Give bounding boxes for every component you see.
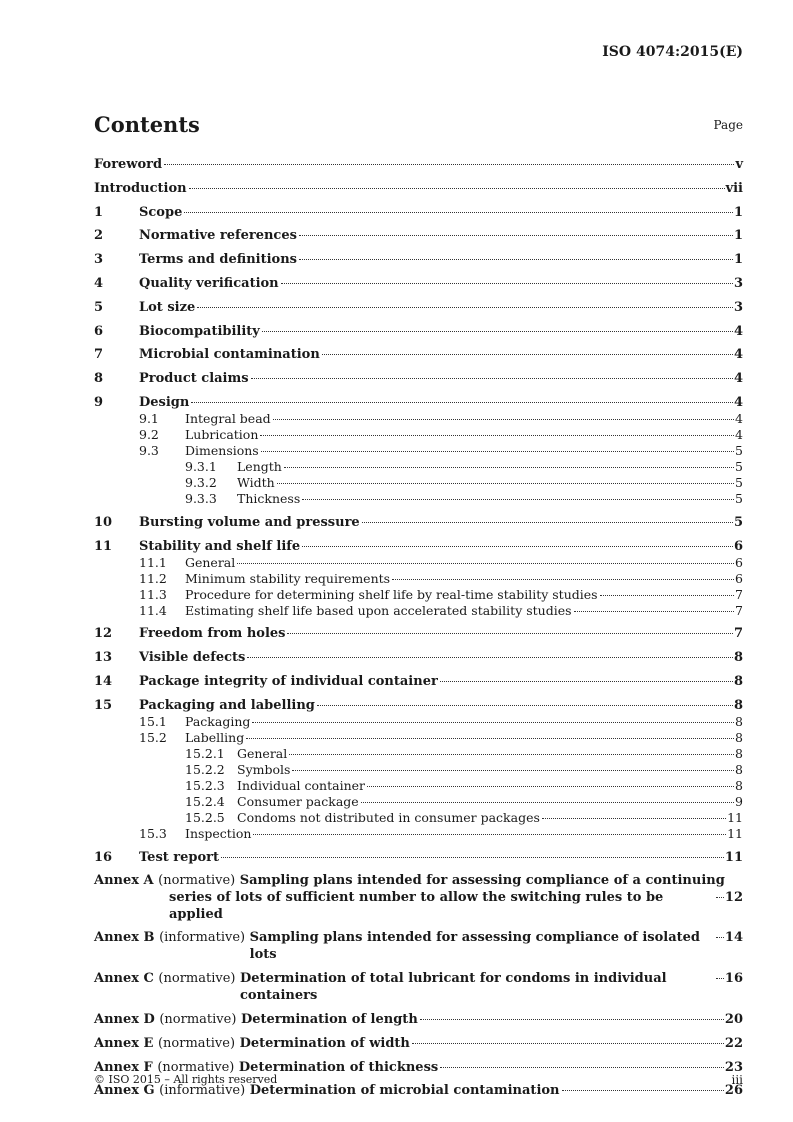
toc-entry-number: 15.1 — [139, 713, 167, 729]
annex-label: Annex G — [94, 1083, 155, 1099]
toc-entry-number: 9.3 — [139, 442, 159, 458]
dot-leader — [299, 259, 733, 260]
toc-entry[interactable] — [94, 538, 743, 555]
toc-entry-number: 15.3 — [139, 825, 167, 841]
toc-entry-number: 15.2 — [139, 729, 167, 745]
toc-entry-title: Individual container — [237, 777, 365, 793]
toc-entry-title: Symbols — [237, 761, 291, 777]
toc-entry[interactable] — [94, 323, 743, 340]
dot-leader — [252, 722, 734, 723]
toc-entry[interactable] — [94, 459, 743, 475]
dot-leader — [284, 467, 734, 468]
toc-entry-page: 7 — [733, 626, 743, 642]
toc-entry-page: 4 — [735, 426, 743, 442]
toc-entry-page: 7 — [735, 586, 743, 602]
toc-entry[interactable] — [94, 443, 743, 459]
toc-entry-page: 5 — [733, 514, 743, 530]
annex-label: Annex A — [94, 872, 154, 888]
toc-entry[interactable] — [94, 514, 743, 531]
toc-entry-title: Bursting volume and pressure — [139, 514, 360, 530]
annex-kind: (normative) — [158, 971, 236, 987]
dot-leader — [574, 611, 735, 612]
annex-entry[interactable] — [94, 872, 743, 923]
dot-leader — [221, 857, 724, 858]
toc-entry-number: 14 — [94, 673, 113, 689]
toc-entry-title: Thickness — [237, 490, 301, 506]
annex-title: Sampling plans intended for assessing compliance of a continuing — [239, 872, 725, 888]
toc-entry-title: Estimating shelf life based upon accelerated stability studies — [185, 602, 572, 618]
toc-entry-number: 13 — [94, 650, 113, 666]
toc-entry-title: Procedure for determining shelf life by real-time stability studies — [185, 586, 598, 602]
dot-leader — [716, 897, 724, 898]
toc-entry-number: 11.1 — [139, 554, 167, 570]
toc-entry-page: 3 — [733, 275, 743, 291]
toc-entry-title: Quality verification — [139, 275, 279, 291]
toc-entry-title: General — [237, 745, 288, 761]
toc-entry-page: 1 — [733, 228, 743, 244]
toc-entry-title: Normative references — [139, 228, 297, 244]
page-column-label: Page — [713, 118, 743, 132]
toc-entry-page: 11 — [727, 809, 743, 825]
toc-entry[interactable] — [94, 555, 743, 571]
dot-leader — [420, 1019, 724, 1020]
dot-leader — [262, 331, 733, 332]
toc-entry-title: Width — [237, 474, 275, 490]
toc-entry-page: 5 — [735, 474, 743, 490]
toc-entry[interactable] — [94, 826, 743, 842]
toc-entry[interactable] — [94, 491, 743, 507]
toc-entry-page: 8 — [733, 697, 743, 713]
toc-entry[interactable] — [94, 673, 743, 690]
toc-entry-page: 6 — [733, 538, 743, 554]
page-title: Contents — [94, 112, 200, 137]
annex-page: 23 — [724, 1059, 743, 1075]
toc-entry-title: Dimensions — [185, 442, 259, 458]
toc-entry-number: 11.2 — [139, 570, 167, 586]
annex-title: Determination of microbial contamination — [249, 1083, 560, 1099]
dot-leader — [440, 1067, 724, 1068]
toc-entry-number: 6 — [94, 323, 104, 339]
annex-label: Annex B — [94, 930, 155, 946]
toc-entry-title: Terms and definitions — [139, 252, 297, 268]
dot-leader — [302, 546, 733, 547]
annex-title: series of lots of sufficient number to allow the switching rules to be applied — [169, 889, 664, 922]
toc-entry-page: 4 — [733, 347, 743, 363]
toc-entry-title: Biocompatibility — [139, 323, 260, 339]
toc-entry-number: 3 — [94, 252, 104, 268]
annex-entry[interactable] — [94, 970, 743, 1004]
toc-entry-number: 15.2.3 — [185, 777, 225, 793]
dot-leader — [253, 834, 726, 835]
toc-entry[interactable] — [94, 251, 743, 268]
toc-entry-number: 12 — [94, 626, 113, 642]
dot-leader — [362, 522, 733, 523]
annex-kind: (normative) — [157, 1059, 235, 1075]
dot-leader — [281, 283, 733, 284]
toc-entry-title: Minimum stability requirements — [185, 570, 391, 586]
toc-entry[interactable] — [94, 587, 743, 603]
toc-entry-page: 7 — [735, 602, 743, 618]
annex-title: Determination of thickness — [238, 1059, 439, 1075]
toc-entry[interactable] — [94, 746, 743, 762]
toc-entry[interactable] — [94, 204, 743, 221]
toc-entry-number: 9.2 — [139, 426, 159, 442]
dot-leader — [600, 595, 734, 596]
toc-entry[interactable] — [94, 275, 743, 292]
annex-title: Determination of width — [239, 1035, 410, 1051]
annex-label: Annex F — [94, 1059, 153, 1075]
page-number: iii — [731, 1073, 743, 1087]
annex-page: 16 — [724, 971, 743, 987]
toc-entry-page: vii — [725, 180, 743, 196]
dot-leader — [440, 681, 733, 682]
dot-leader — [716, 937, 724, 938]
dot-leader — [260, 435, 734, 436]
toc-entry-number: 9.3.1 — [185, 458, 217, 474]
dot-leader — [251, 378, 733, 379]
dot-leader — [367, 786, 734, 787]
dot-leader — [261, 451, 734, 452]
toc-entry-number: 15.2.4 — [185, 793, 225, 809]
toc-entry-page: 4 — [733, 323, 743, 339]
toc-entry[interactable] — [94, 346, 743, 363]
toc-entry[interactable] — [94, 394, 743, 411]
toc-entry-number: 7 — [94, 347, 104, 363]
toc-entry-page: 5 — [735, 442, 743, 458]
toc-entry-page: 8 — [735, 777, 743, 793]
toc-entry-page: v — [735, 157, 743, 172]
toc-entry-number: 9.1 — [139, 410, 159, 426]
annex-page: 22 — [724, 1035, 743, 1051]
toc-entry[interactable] — [94, 571, 743, 587]
annex-kind: (informative) — [159, 1083, 246, 1099]
toc-entry-title: Package integrity of individual container — [139, 673, 438, 689]
toc-entry-title: Stability and shelf life — [139, 538, 301, 554]
annex-kind: (normative) — [157, 1035, 236, 1051]
annex-label: Annex C — [94, 971, 154, 987]
toc-entry-page: 6 — [735, 554, 743, 570]
toc-entry-page: 6 — [735, 570, 743, 586]
annex-entry[interactable] — [94, 929, 743, 963]
toc-entry[interactable] — [94, 849, 743, 866]
toc-entry-number: 5 — [94, 299, 104, 315]
toc-entry-number: 15 — [94, 697, 113, 713]
document-code: ISO 4074:2015(E) — [602, 44, 743, 60]
dot-leader — [317, 705, 733, 706]
dot-leader — [191, 402, 733, 403]
dot-leader — [164, 164, 734, 165]
dot-leader — [299, 235, 733, 236]
toc-entry[interactable] — [94, 810, 743, 826]
dot-leader — [562, 1090, 724, 1091]
toc-entry-number: 9.3.2 — [185, 474, 217, 490]
toc-entry-number: 16 — [94, 849, 113, 865]
toc-entry-page: 1 — [733, 252, 743, 268]
toc-entry-page: 4 — [733, 371, 743, 387]
toc-entry[interactable] — [94, 649, 743, 666]
toc-entry-page: 4 — [735, 410, 743, 426]
annex-kind: (informative) — [159, 930, 246, 946]
toc-entry-title: Consumer package — [237, 793, 359, 809]
toc-entry-title: Microbial contamination — [139, 347, 320, 363]
toc-entry[interactable] — [94, 762, 743, 778]
toc-entry-page: 11 — [724, 849, 743, 865]
toc-entry-number: 15.2.1 — [185, 745, 225, 761]
toc-entry[interactable] — [94, 714, 743, 730]
dot-leader — [246, 738, 734, 739]
annex-entry[interactable] — [94, 1011, 743, 1028]
dot-leader — [412, 1043, 724, 1044]
annex-title: Sampling plans intended for assessing compliance of isolated lots — [249, 930, 701, 963]
toc-entry[interactable] — [94, 794, 743, 810]
dot-leader — [361, 802, 734, 803]
toc-entry-page: 5 — [735, 490, 743, 506]
toc-entry-title: Design — [139, 394, 190, 410]
toc-entry-number: 10 — [94, 514, 113, 530]
toc-entry-page: 8 — [735, 745, 743, 761]
toc-entry-title: Integral bead — [185, 410, 271, 426]
annex-label: Annex E — [94, 1035, 154, 1051]
toc-entry-number: 11 — [94, 538, 113, 554]
annex-title: Determination of length — [240, 1011, 418, 1027]
dot-leader — [189, 188, 725, 189]
toc-entry[interactable] — [94, 625, 743, 642]
toc-entry-number: 4 — [94, 275, 104, 291]
annex-entry[interactable] — [94, 1035, 743, 1052]
toc-entry-page: 8 — [735, 761, 743, 777]
toc-entry-title: Product claims — [139, 371, 249, 387]
toc-entry[interactable] — [94, 697, 743, 714]
dot-leader — [247, 657, 733, 658]
toc-entry-number: 15.2.2 — [185, 761, 225, 777]
toc-entry[interactable] — [94, 427, 743, 443]
dot-leader — [237, 563, 734, 564]
toc-entry[interactable] — [94, 299, 743, 316]
toc-entry[interactable] — [94, 475, 743, 491]
toc-entry-page: 11 — [727, 825, 743, 841]
toc-entry-page: 3 — [733, 299, 743, 315]
toc-entry-number: 9 — [94, 394, 104, 410]
annex-title: Determination of total lubricant for condoms in individual containers — [240, 971, 667, 1004]
toc-entry-title: Length — [237, 458, 282, 474]
toc-entry-page: 5 — [735, 458, 743, 474]
table-of-contents — [94, 156, 743, 1106]
copyright-notice: © ISO 2015 – All rights reserved — [94, 1073, 278, 1086]
dot-leader — [322, 354, 733, 355]
toc-entry-page: 8 — [733, 650, 743, 666]
toc-entry-title: Inspection — [185, 825, 252, 841]
toc-entry-title: Labelling — [185, 729, 245, 745]
toc-entry-number: 2 — [94, 228, 104, 244]
toc-entry-title: Lot size — [139, 299, 196, 315]
toc-entry-title: Visible defects — [139, 650, 246, 666]
toc-entry-title: Test report — [139, 849, 220, 865]
annex-label: Annex D — [94, 1011, 155, 1027]
toc-entry[interactable] — [94, 227, 743, 244]
toc-entry[interactable] — [94, 370, 743, 387]
toc-entry-title: Introduction — [94, 180, 187, 196]
toc-entry-page: 4 — [733, 394, 743, 410]
annex-page: 20 — [724, 1011, 743, 1027]
dot-leader — [287, 633, 732, 634]
dot-leader — [716, 978, 724, 979]
annex-page: 14 — [724, 930, 743, 946]
annex-page: 26 — [724, 1083, 743, 1099]
toc-entry-title: Foreword — [94, 157, 163, 172]
dot-leader — [197, 307, 733, 308]
toc-entry-number: 15.2.5 — [185, 809, 225, 825]
toc-entry-page: 8 — [735, 729, 743, 745]
dot-leader — [277, 483, 734, 484]
dot-leader — [292, 770, 734, 771]
toc-entry[interactable] — [94, 156, 743, 173]
toc-entry-page: 1 — [733, 204, 743, 220]
toc-entry[interactable] — [94, 730, 743, 746]
dot-leader — [392, 579, 734, 580]
toc-entry[interactable] — [94, 411, 743, 427]
dot-leader — [273, 419, 734, 420]
toc-entry-title: Packaging and labelling — [139, 697, 315, 713]
toc-entry-number: 1 — [94, 204, 104, 220]
toc-entry-page: 8 — [735, 713, 743, 729]
dot-leader — [289, 754, 734, 755]
dot-leader — [542, 818, 726, 819]
toc-entry[interactable] — [94, 180, 743, 197]
annex-page: 12 — [724, 889, 743, 905]
toc-entry-number: 8 — [94, 371, 104, 387]
toc-entry-title: Lubrication — [185, 426, 259, 442]
toc-entry-title: Freedom from holes — [139, 626, 286, 642]
toc-entry[interactable] — [94, 603, 743, 619]
toc-entry-title: General — [185, 554, 236, 570]
dot-leader — [302, 499, 734, 500]
toc-entry-page: 8 — [733, 673, 743, 689]
dot-leader — [184, 212, 733, 213]
toc-entry-title: Condoms not distributed in consumer packages — [237, 809, 540, 825]
toc-entry-page: 9 — [735, 793, 743, 809]
annex-kind: (normative) — [158, 872, 236, 888]
toc-entry[interactable] — [94, 778, 743, 794]
annex-kind: (normative) — [159, 1011, 237, 1027]
toc-entry-title: Packaging — [185, 713, 251, 729]
toc-entry-number: 11.4 — [139, 602, 167, 618]
toc-entry-title: Scope — [139, 204, 183, 220]
toc-entry-number: 11.3 — [139, 586, 167, 602]
toc-entry-number: 9.3.3 — [185, 490, 217, 506]
